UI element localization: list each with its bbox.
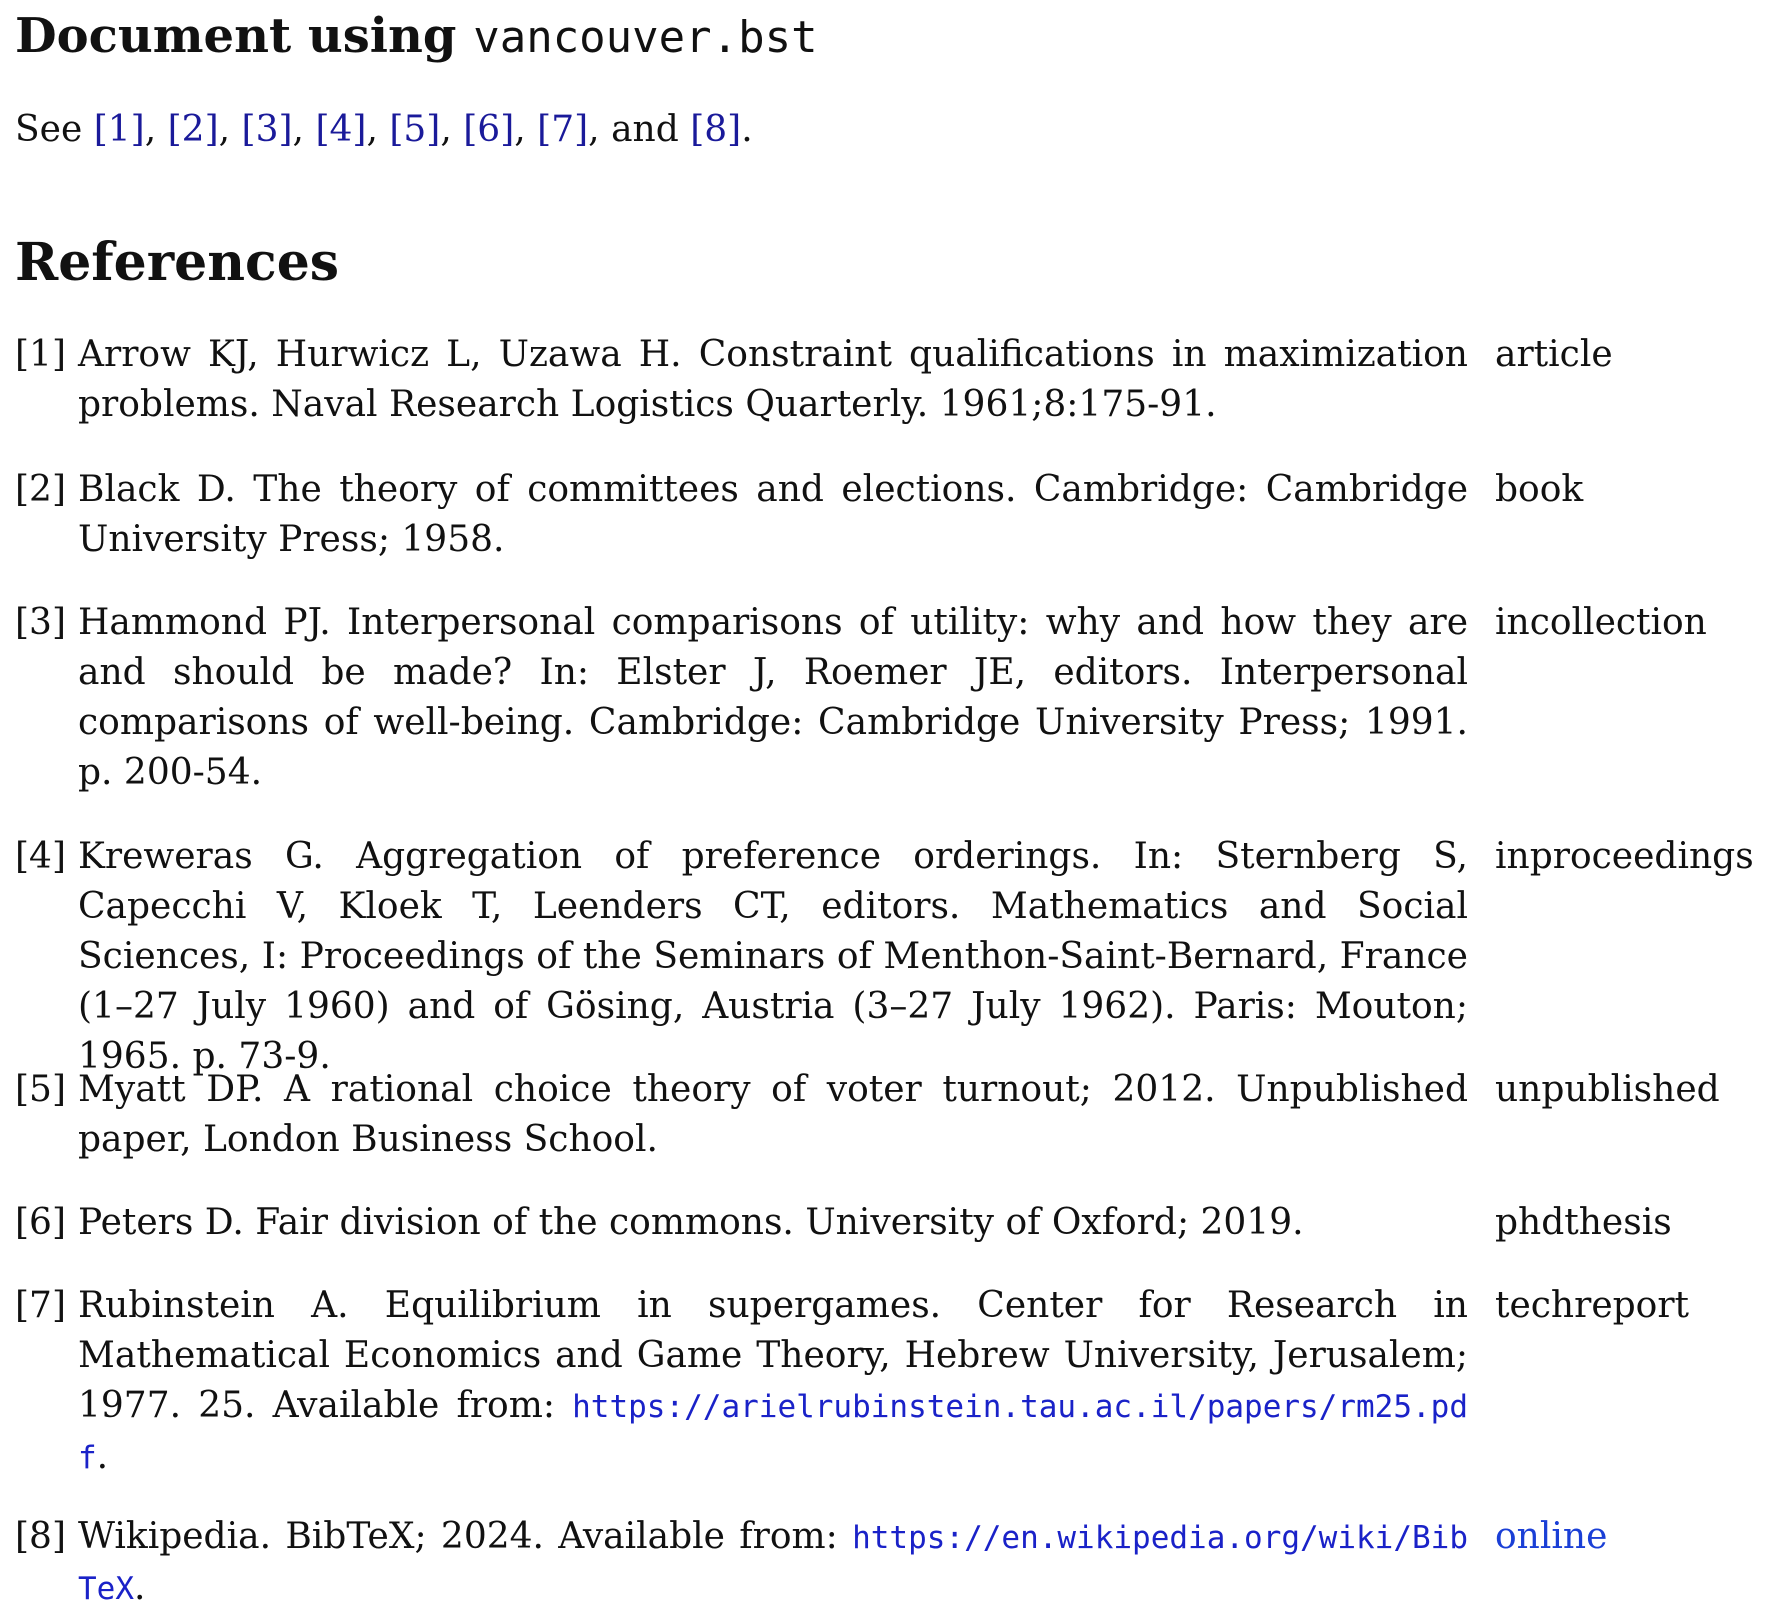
reference-type[interactable]: online bbox=[1495, 1516, 1608, 1557]
citation-link-2[interactable]: [2] bbox=[167, 109, 219, 150]
reference-label: [8] bbox=[15, 1516, 66, 1557]
reference-label: [7] bbox=[15, 1285, 66, 1326]
reference-label: [5] bbox=[15, 1069, 66, 1110]
reference-type: book bbox=[1495, 469, 1584, 510]
intro-separator: , bbox=[292, 109, 304, 150]
citation-link-1[interactable]: [1] bbox=[93, 109, 145, 150]
reference-trail: . bbox=[96, 1436, 109, 1477]
reference-type: techreport bbox=[1495, 1285, 1690, 1326]
reference-label: [1] bbox=[15, 334, 66, 375]
intro-separator: , bbox=[588, 109, 600, 150]
intro-separator: , bbox=[514, 109, 526, 150]
reference-type: inproceedings bbox=[1495, 836, 1754, 877]
reference-text: Arrow KJ, Hurwicz L, Uzawa H. Constraint qualifications in maximization problems. Naval Research Logistics Quarterly. 1961;8:175-91. bbox=[78, 334, 1468, 425]
title-code: vancouver.bst bbox=[473, 12, 818, 63]
reference-type: unpublished bbox=[1495, 1069, 1720, 1110]
reference-label: [6] bbox=[15, 1202, 66, 1243]
reference-label: [2] bbox=[15, 469, 66, 510]
reference-body-text: Rubinstein A. Equilibrium in supergames. Center for Research in Mathematical Economics and Game Theory, Hebrew University, Jerusalem; 1977. 25. Available from: bbox=[78, 1285, 1468, 1426]
intro-separator: , bbox=[366, 109, 378, 150]
intro-paragraph bbox=[15, 108, 753, 151]
intro-separator: , bbox=[144, 109, 157, 150]
intro-see: See bbox=[15, 109, 83, 150]
reference-text bbox=[78, 1281, 1468, 1483]
reference-text: Peters D. Fair division of the commons. University of Oxford; 2019. bbox=[78, 1202, 1304, 1243]
citation-link-4[interactable]: [4] bbox=[315, 109, 367, 150]
reference-type: phdthesis bbox=[1495, 1202, 1672, 1243]
citation-link-7[interactable]: [7] bbox=[537, 109, 589, 150]
reference-type: article bbox=[1495, 334, 1613, 375]
reference-trail: . bbox=[134, 1567, 146, 1608]
reference-text bbox=[78, 1512, 1468, 1614]
citation-link-6[interactable]: [6] bbox=[463, 109, 515, 150]
reference-url-link[interactable]: https://arielrubinstein.tau.ac.il/papers/rm25.pdf bbox=[78, 1389, 1468, 1476]
reference-type: incollection bbox=[1495, 602, 1707, 643]
citation-link-8[interactable]: [8] bbox=[690, 109, 742, 150]
citation-link-3[interactable]: [3] bbox=[241, 109, 293, 150]
reference-label: [4] bbox=[15, 836, 66, 877]
intro-end: . bbox=[741, 109, 753, 150]
reference-text: Black D. The theory of committees and elections. Cambridge: Cambridge University Press; 1958. bbox=[78, 469, 1468, 560]
reference-label: [3] bbox=[15, 602, 66, 643]
page-title bbox=[15, 8, 818, 66]
reference-body-text: Wikipedia. BibTeX; 2024. Available from: bbox=[78, 1516, 838, 1557]
intro-separator: , bbox=[218, 109, 231, 150]
intro-and: and bbox=[611, 109, 679, 150]
reference-text: Hammond PJ. Interpersonal comparisons of utility: why and how they are and should be made? In: Elster J, Roemer JE, editors. Interpersonal comparisons of well-being. Cambridge: Cambridge University Press; 1991. p. 200-54. bbox=[78, 602, 1468, 793]
citation-link-5[interactable]: [5] bbox=[389, 109, 441, 150]
reference-text: Myatt DP. A rational choice theory of voter turnout; 2012. Unpublished paper, London Business School. bbox=[78, 1069, 1468, 1160]
references-heading: References bbox=[15, 232, 340, 293]
intro-separator: , bbox=[440, 109, 452, 150]
title-prefix: Document using bbox=[15, 8, 457, 64]
reference-url-link[interactable]: https://en.wikipedia.org/wiki/BibTeX bbox=[78, 1520, 1468, 1607]
reference-text: Kreweras G. Aggregation of preference orderings. In: Sternberg S, Capecchi V, Kloek T, Leenders CT, editors. Mathematics and Social Sciences, I: Proceedings of the Seminars of Menthon-Saint-Bernard, France (1–27 July 1960) and of Gösing, Austria (3–27 July 1962). Paris: Mouton; 1965. p. 73-9. bbox=[78, 836, 1468, 1077]
